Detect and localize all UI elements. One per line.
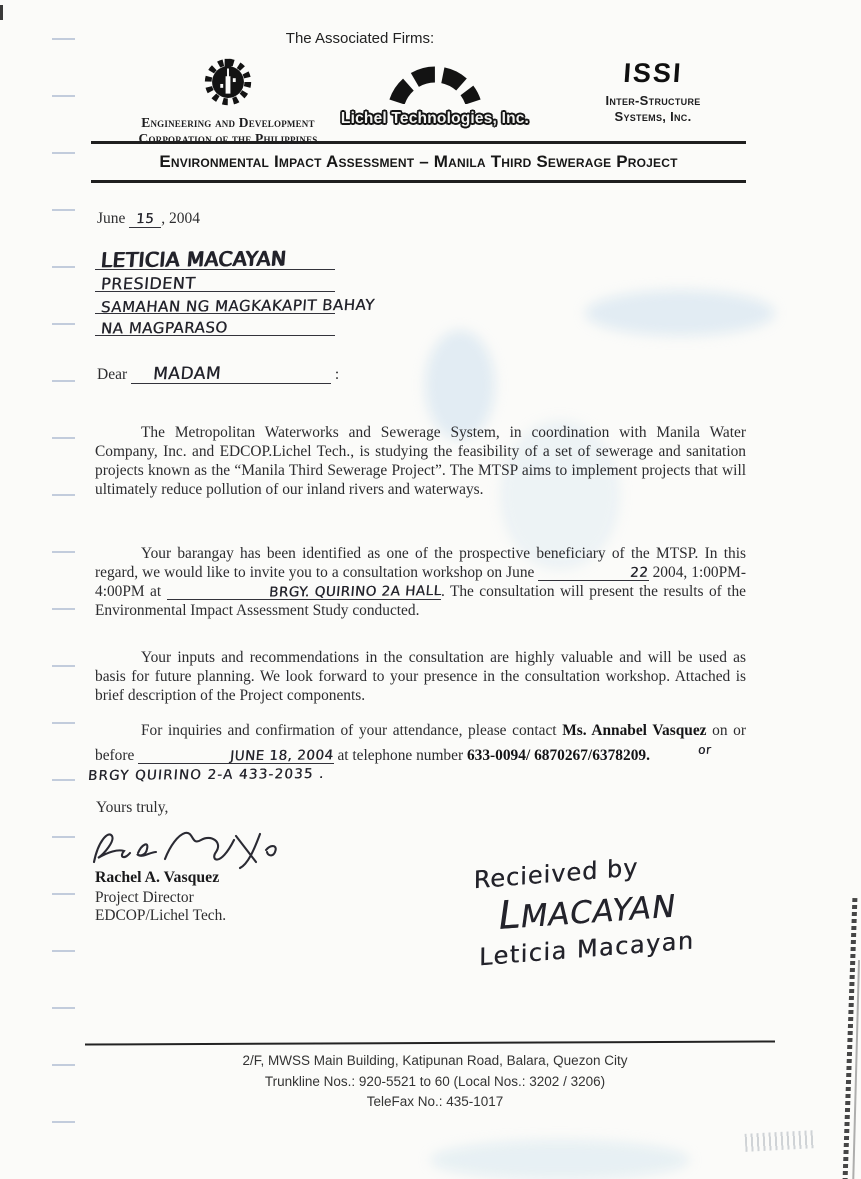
paragraph-inputs: Your inputs and recommendations in the consultation are highly valuable and will be used as basis for future planning. We look forward to your presence in the consultation workshop. Attached is brief description of the Project components. <box>95 649 746 704</box>
macayan-signature: LMACAYAN <box>495 888 679 940</box>
salutation-prefix: Dear <box>97 366 128 383</box>
contact-person-name: Ms. Annabel Vasquez <box>562 722 707 739</box>
valediction: Yours truly, <box>96 799 169 816</box>
paragraph-inquiries <box>95 722 746 766</box>
date-day-blank <box>129 211 161 228</box>
rachel-signature <box>88 822 298 874</box>
recipient-org-line2 <box>95 314 335 336</box>
recipient-name-line <box>95 248 335 270</box>
handwritten-extra-contact-line: BRGY QUIRINO 2-A 433-2035 . <box>87 765 326 785</box>
venue-handwritten: BRGY. QUIRINO 2A HALL <box>267 582 442 601</box>
firm-issi-name-line2: Systems, Inc. <box>614 108 692 124</box>
date-suffix: , 2004 <box>161 210 201 227</box>
issi-logo-text: ISSI <box>622 58 684 88</box>
deadline-blank <box>138 748 333 765</box>
project-title-banner <box>91 141 746 183</box>
received-by-label: Recieived by <box>473 853 639 895</box>
p4-text-a: For inquiries and confirmation of your attendance, please contact <box>141 722 557 739</box>
firm-issi <box>558 60 748 124</box>
arc-segments-icon <box>383 58 487 104</box>
scan-dots-mark <box>745 1130 816 1152</box>
recipient-name-handwritten: LETICIA MACAYAN <box>99 246 288 272</box>
salutation-blank <box>131 363 331 385</box>
telephone-numbers: 633-0094/ 6870267/6378209. <box>466 746 650 764</box>
date-day-handwritten: 15 <box>135 210 156 228</box>
left-margin-tick-marks <box>52 38 75 1143</box>
footer-divider <box>85 1040 775 1045</box>
signer-organization: EDCOP/Lichel Tech. <box>95 907 227 924</box>
deadline-handwritten: JUNE 18, 2004 <box>229 747 335 765</box>
gear-icon <box>199 55 257 111</box>
recipient-org2-handwritten: NA MAGPARASO <box>100 318 229 338</box>
firm-edcop-name-line1: Engineering and Development <box>141 115 315 130</box>
firm-lichel <box>330 58 540 128</box>
p2-text-c: . The consultation will present the results of the Environmental Impact Assessment Study conducted. <box>95 582 746 619</box>
paragraph-invitation <box>95 545 746 621</box>
firm-lichel-name: Lichel Technologies, Inc. <box>340 110 530 127</box>
date-prefix: June <box>97 210 126 227</box>
salutation-handwritten: MADAM <box>152 363 222 385</box>
recipient-title-line <box>95 270 335 292</box>
recipient-org-line1 <box>95 292 376 317</box>
received-by-name: Leticia Macayan <box>478 926 695 972</box>
salutation-line <box>97 363 340 385</box>
footer-address-block <box>180 1051 690 1113</box>
footer-telefax: TeleFax No.: 435-1017 <box>366 1094 504 1109</box>
handwritten-or: or <box>697 742 712 757</box>
project-title: Environmental Impact Assessment – Manila Third Sewerage Project <box>159 152 678 171</box>
paragraph-introduction: The Metropolitan Waterworks and Sewerage System, in coordination with Manila Water Company, Inc. and EDCOP.Lichel Tech., is studying the feasibility of a set of sewerage and sanitation projects known as the “Manila Third Sewerage Project”. The MTSP aims to implement projects that will ultimately reduce pollution of our inland rivers and waterways. <box>95 424 746 498</box>
firm-issi-name-line1: Inter-Structure <box>605 93 701 108</box>
firm-edcop-name-line2: Corporation of the Philippines <box>138 131 318 146</box>
salutation-colon: : <box>334 366 340 383</box>
p2-text-a: Your barangay has been identified as one of the prospective beneficiary of the MTSP. In this regard, we would like to invite you to a consultation workshop on June <box>95 545 746 581</box>
scan-corner-mark <box>0 5 3 20</box>
footer-address: 2/F, MWSS Main Building, Katipunan Road, Balara, Quezon City <box>242 1053 628 1068</box>
recipient-title-handwritten: PRESIDENT <box>100 273 197 294</box>
scan-smudge <box>430 1140 690 1179</box>
p4-text-c: at telephone number <box>337 746 464 764</box>
p2-text-b: 2004, 1:00PM-4:00PM at <box>95 563 746 600</box>
firm-edcop <box>113 55 343 147</box>
associated-firms-label: The Associated Firms: <box>285 30 435 47</box>
venue-blank <box>167 584 441 601</box>
footer-trunkline: Trunkline Nos.: 920-5521 to 60 (Local Nos.: 3202 / 3206) <box>264 1073 606 1089</box>
recipient-block <box>95 246 376 338</box>
scan-smudge <box>585 290 775 336</box>
workshop-day-blank <box>538 565 648 582</box>
recipient-org1-handwritten: SAMAHAN NG MAGKAKAPIT BAHAY <box>100 295 376 317</box>
signer-name: Rachel A. Vasquez <box>95 869 220 886</box>
p4-text-b: on or before <box>95 722 746 764</box>
date-line <box>97 210 200 228</box>
received-by-block <box>473 845 780 971</box>
workshop-day-handwritten: 22 <box>629 564 650 581</box>
signer-title: Project Director <box>95 889 194 906</box>
